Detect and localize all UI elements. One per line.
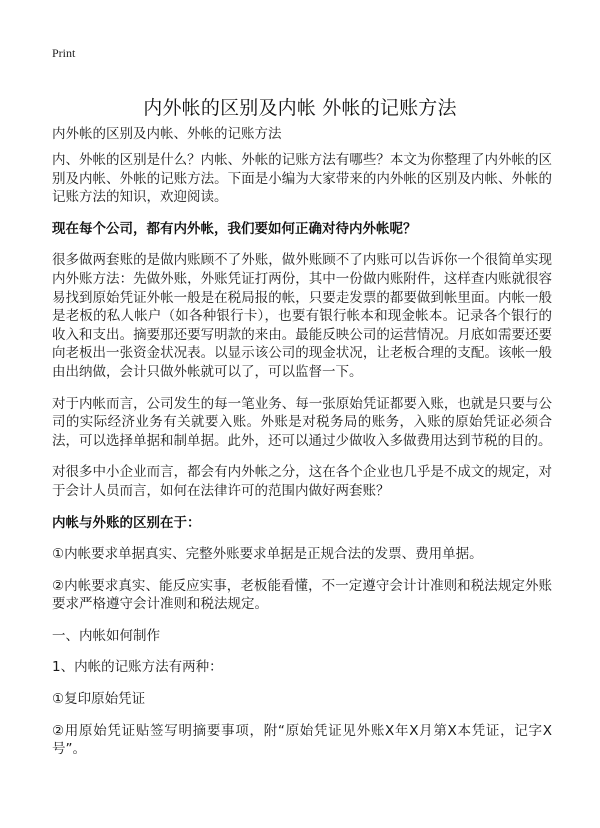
section-heading: 现在每个公司，都有内外帐，我们要如何正确对待内外帐呢？ [52,220,417,237]
article-subtitle: 内外帐的区别及内帐、外帐的记账方法 [52,126,282,142]
list-item: ②用原始凭证贴签写明摘要事项，附“原始凭证见外账X年X月第X本凭证，记字X号”。 [52,722,552,758]
list-item: ②内帐要求真实、能反应实事，老板能看懂，不一定遵守会计计准则和税法规定外账要求严格遵守会计准则和税法规定。 [52,577,552,613]
body-paragraph: 对于内帐而言，公司发生的每一笔业务、每一张原始凭证都要入账，也就是只要与公司的实际经济业务有关就要入账。外账是对税务局的账务，入账的原始凭证必须合法，可以选择单据和制单据。此外，还可以通过少做收入多做费用达到节税的目的。 [52,395,552,449]
body-paragraph: 很多做两套账的是做内账顾不了外账，做外账顾不了内账可以告诉你一个很简单实现内外账方法：先做外账，外账凭证打两份，其中一份做内账附件，这样查内账就很容易找到原始凭证外帐一般是在税局报的帐，只要走发票的都要做到帐里面。内帐一般是老板的私人帐户（如各种银行卡），也要有银行帐本和现金帐本。记录各个银行的收入和支出。摘要那还要写明款的来由。最能反映公司的运营情况。月底如需要还要向老板出一张资金状况表。以显示该公司的现金状况，让老板合理的支配。该帐一般由出纳做，会计只做外帐就可以了，可以监督一下。 [52,252,552,380]
article-body [52,151,552,772]
list-item: ①内帐要求单据真实、完整外账要求单据是正规合法的发票、费用单据。 [52,546,483,563]
print-link[interactable]: Print [52,46,76,60]
article-title: 内外帐的区别及内帐 外帐的记账方法 [143,96,457,119]
body-paragraph: 对很多中小企业而言，都会有内外帐之分，这在各个企业也几乎是不成文的规定，对于会计人员而言，如何在法律许可的范围内做好两套账？ [52,464,552,499]
list-item: ①复印原始凭证 [52,691,146,708]
section-heading: 一、内帐如何制作 [52,627,160,644]
section-heading: 内帐与外账的区别在于： [52,514,201,531]
list-item: 1、内帐的记账方法有两种： [52,659,223,676]
intro-paragraph: 内、外帐的区别是什么？内帐、外帐的记账方法有哪些？本文为你整理了内外帐的区别及内帐、外帐的记账方法。下面是小编为大家带来的内外帐的区别及内帐、外帐的记账方法的知识，欢迎阅读。 [52,152,552,206]
